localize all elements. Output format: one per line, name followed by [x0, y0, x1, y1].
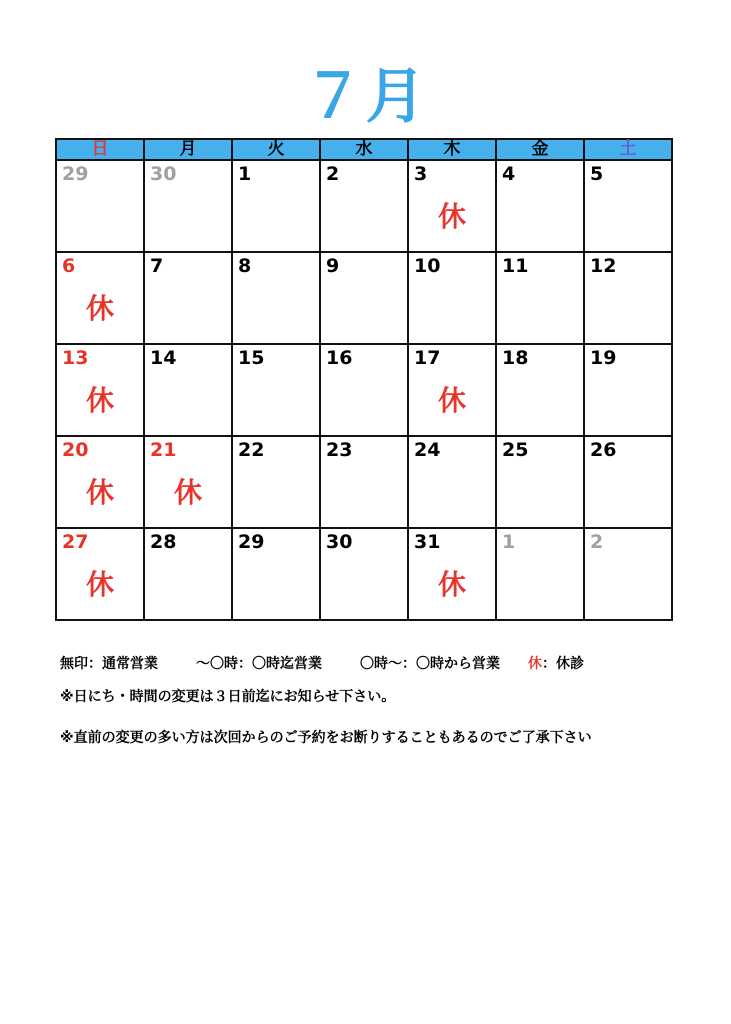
day-cell	[232, 344, 320, 436]
note-change-deadline: ※日にち・時間の変更は３日前迄にお知らせ下さい。	[60, 689, 396, 705]
week-row	[56, 436, 672, 528]
day-number: 9	[326, 255, 340, 277]
day-cell	[56, 252, 144, 344]
day-cell	[584, 344, 672, 436]
page-title: ７月	[303, 62, 428, 132]
day-cell	[232, 252, 320, 344]
day-number: 22	[238, 439, 265, 461]
day-cell	[56, 436, 144, 528]
day-number: 24	[414, 439, 441, 461]
day-number: 3	[414, 163, 428, 185]
day-number: 12	[590, 255, 617, 277]
weekday-mon: 月	[144, 139, 232, 160]
day-cell	[144, 528, 232, 620]
day-number: 4	[502, 163, 516, 185]
day-number: 10	[414, 255, 441, 277]
closed-mark: 休	[437, 384, 466, 417]
weekday-wed: 水	[320, 139, 408, 160]
calendar-grid	[55, 138, 673, 621]
day-cell	[320, 252, 408, 344]
day-cell	[144, 160, 232, 252]
day-cell	[232, 436, 320, 528]
day-cell	[408, 344, 496, 436]
day-cell	[144, 436, 232, 528]
day-number: 17	[414, 347, 441, 369]
day-number: 11	[502, 255, 529, 277]
day-number: 15	[238, 347, 265, 369]
closed-mark: 休	[85, 384, 114, 417]
day-number: 13	[62, 347, 89, 369]
day-number: 6	[62, 255, 76, 277]
day-cell	[56, 160, 144, 252]
day-number: 29	[238, 531, 265, 553]
day-cell	[56, 344, 144, 436]
week-row	[56, 344, 672, 436]
weekday-sat: 土	[584, 139, 672, 160]
legend-closed-text: ：休診	[542, 656, 584, 672]
day-cell	[144, 344, 232, 436]
day-number: 28	[150, 531, 177, 553]
day-number: 29	[62, 163, 89, 185]
day-cell	[584, 252, 672, 344]
day-cell	[408, 436, 496, 528]
legend-closed-symbol: 休	[528, 656, 542, 672]
weekday-thu: 木	[408, 139, 496, 160]
closed-mark: 休	[173, 476, 202, 509]
weekday-sun: 日	[56, 139, 144, 160]
day-number: 1	[502, 531, 516, 553]
day-cell	[584, 528, 672, 620]
day-number: 26	[590, 439, 617, 461]
weekday-fri: 金	[496, 139, 584, 160]
day-number: 8	[238, 255, 252, 277]
day-cell	[496, 160, 584, 252]
day-cell	[408, 252, 496, 344]
closed-mark: 休	[85, 476, 114, 509]
day-cell	[56, 528, 144, 620]
day-number: 18	[502, 347, 529, 369]
day-number: 23	[326, 439, 353, 461]
day-number: 30	[326, 531, 353, 553]
day-number: 31	[414, 531, 441, 553]
day-cell	[496, 436, 584, 528]
day-number: 30	[150, 163, 177, 185]
day-cell	[496, 252, 584, 344]
day-cell	[408, 528, 496, 620]
legend-morning: ～〇時：〇時迄営業	[196, 656, 322, 672]
day-cell	[232, 528, 320, 620]
week-row	[56, 528, 672, 620]
weekday-header-row	[56, 139, 672, 160]
day-number: 16	[326, 347, 353, 369]
day-cell	[408, 160, 496, 252]
day-number: 21	[150, 439, 177, 461]
day-cell	[320, 436, 408, 528]
day-cell	[320, 528, 408, 620]
day-number: 14	[150, 347, 177, 369]
day-number: 2	[590, 531, 604, 553]
day-cell	[496, 344, 584, 436]
day-number: 20	[62, 439, 89, 461]
day-number: 1	[238, 163, 252, 185]
closed-mark: 休	[437, 568, 466, 601]
legend-afternoon: 〇時～：〇時から営業	[360, 656, 500, 672]
closed-mark: 休	[85, 292, 114, 325]
day-cell	[320, 344, 408, 436]
day-number: 27	[62, 531, 89, 553]
legend-regular: 無印：通常営業	[60, 656, 158, 672]
day-number: 25	[502, 439, 529, 461]
day-number: 19	[590, 347, 617, 369]
closed-mark: 休	[85, 568, 114, 601]
day-number: 2	[326, 163, 340, 185]
day-cell	[584, 436, 672, 528]
legend	[60, 654, 584, 674]
note-cancellation-policy: ※直前の変更の多い方は次回からのご予約をお断りすることもあるのでご了承下さい	[60, 730, 592, 746]
week-row	[56, 252, 672, 344]
weekday-tue: 火	[232, 139, 320, 160]
day-number: 7	[150, 255, 164, 277]
day-cell	[144, 252, 232, 344]
day-cell	[320, 160, 408, 252]
closed-mark: 休	[437, 200, 466, 233]
day-cell	[584, 160, 672, 252]
day-cell	[232, 160, 320, 252]
week-row	[56, 160, 672, 252]
day-cell	[496, 528, 584, 620]
day-number: 5	[590, 163, 604, 185]
